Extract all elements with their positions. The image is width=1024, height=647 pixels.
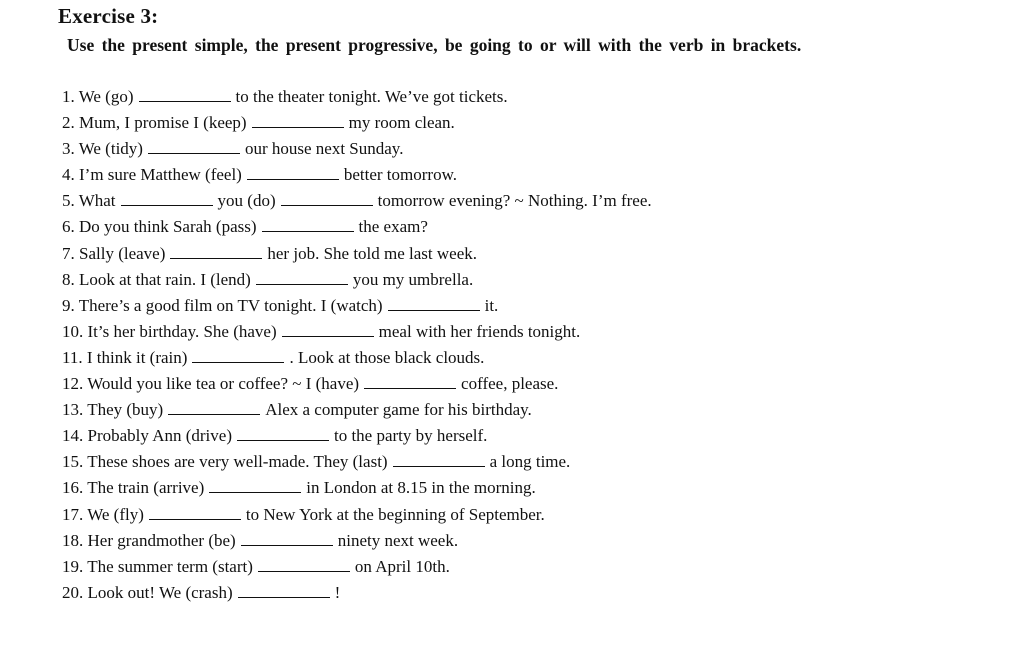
item-text-after: our house next Sunday.	[244, 139, 404, 159]
list-item	[62, 110, 962, 136]
item-text-before: I’m sure Matthew (feel)	[79, 165, 242, 185]
list-item	[62, 423, 962, 449]
list-item	[62, 397, 962, 423]
exercise-instructions: Use the present simple, the present progressive, be going to or will with the verb in brackets.	[67, 35, 802, 55]
item-text-after: to the theater tonight. We’ve got tickets.	[235, 87, 508, 106]
list-item	[62, 580, 962, 606]
exercise-title: Exercise 3:	[58, 4, 159, 28]
item-text-after: tomorrow evening? ~ Nothing. I’m free.	[377, 191, 652, 211]
item-text-after: her job. She told me last week.	[267, 243, 478, 263]
list-item	[62, 162, 962, 188]
item-text-before: Would you like tea or coffee? ~ I (have)	[87, 374, 360, 394]
item-text-before: Probably Ann (drive)	[87, 426, 232, 446]
item-number: 19.	[62, 556, 84, 576]
answer-blank[interactable]	[364, 374, 456, 389]
list-item	[62, 319, 962, 345]
item-number: 8.	[62, 269, 75, 289]
answer-blank[interactable]	[238, 583, 330, 598]
answer-blank[interactable]	[258, 557, 350, 572]
item-text-after: better tomorrow.	[343, 165, 457, 185]
item-text-before: The train (arrive)	[87, 478, 205, 498]
item-text-before: I think it (rain)	[86, 347, 188, 367]
item-text-before: The summer term (start)	[87, 556, 253, 576]
answer-blank[interactable]	[388, 296, 480, 311]
item-text-after: it.	[484, 295, 499, 315]
list-item	[62, 554, 962, 580]
item-number: 14.	[62, 426, 84, 446]
item-text-before: Her grandmother (be)	[87, 530, 236, 550]
item-number: 16.	[62, 478, 84, 498]
list-item	[62, 345, 962, 371]
item-text-after: a long time.	[489, 452, 571, 472]
item-number: 5.	[62, 191, 75, 211]
answer-blank[interactable]	[149, 505, 241, 520]
answer-blank[interactable]	[256, 270, 348, 285]
item-number: 4.	[62, 165, 75, 185]
list-item	[62, 293, 962, 319]
item-text-after: Alex a computer game for his birthday.	[265, 400, 532, 420]
item-text-before: Sally (leave)	[79, 243, 166, 263]
answer-blank[interactable]	[282, 322, 374, 337]
answer-blank[interactable]	[237, 426, 329, 441]
list-item	[62, 371, 962, 397]
answer-blank[interactable]	[393, 452, 485, 467]
list-item	[62, 528, 962, 554]
item-number: 2.	[62, 113, 75, 133]
list-item	[62, 502, 962, 528]
list-item	[62, 214, 962, 240]
item-number: 18.	[62, 530, 84, 550]
item-text-after: !	[334, 582, 341, 602]
item-text-before: These shoes are very well-made. They (last)	[87, 452, 388, 472]
answer-blank[interactable]	[241, 531, 333, 546]
item-text-after: in London at 8.15 in the morning.	[306, 478, 536, 498]
answer-blank[interactable]	[148, 139, 240, 154]
item-text-after: coffee, please.	[461, 374, 559, 394]
item-text-middle: you (do)	[217, 191, 276, 211]
item-number: 17.	[62, 504, 84, 524]
answer-blank[interactable]	[170, 244, 262, 259]
item-text-after: to the party by herself.	[333, 426, 488, 446]
item-number: 1.	[62, 87, 75, 106]
list-item	[62, 241, 962, 267]
item-number: 20.	[62, 582, 84, 602]
list-item	[62, 84, 962, 110]
list-item	[62, 475, 962, 501]
answer-blank[interactable]	[192, 348, 284, 363]
item-text-before: We (tidy)	[78, 139, 143, 159]
exercise-list	[62, 84, 962, 606]
answer-blank[interactable]	[209, 478, 301, 493]
item-number: 7.	[62, 243, 75, 263]
answer-blank[interactable]	[168, 400, 260, 415]
list-item	[62, 188, 962, 214]
item-text-before: There’s a good film on TV tonight. I (watch)	[78, 295, 383, 315]
item-text-before: They (buy)	[87, 400, 164, 420]
item-text-after: on April 10th.	[354, 556, 450, 576]
list-item	[62, 136, 962, 162]
item-text-after: my room clean.	[348, 113, 455, 133]
item-text-before: Mum, I promise I (keep)	[79, 113, 247, 133]
item-text-before: Look out! We (crash)	[87, 582, 233, 602]
answer-blank[interactable]	[139, 87, 231, 102]
item-number: 15.	[62, 452, 84, 472]
item-number: 6.	[62, 217, 75, 237]
item-number: 12.	[62, 374, 84, 394]
list-item	[62, 267, 962, 293]
item-text-after: to New York at the beginning of September.	[245, 504, 545, 524]
answer-blank[interactable]	[252, 113, 344, 128]
item-text-before: Look at that rain. I (lend)	[79, 269, 251, 289]
item-text-after: you my umbrella.	[352, 269, 474, 289]
item-text-before: It’s her birthday. She (have)	[87, 321, 277, 341]
list-item	[62, 449, 962, 475]
answer-blank[interactable]	[121, 191, 213, 206]
item-number: 3.	[62, 139, 75, 159]
item-number: 10.	[62, 321, 84, 341]
item-text-before: We (fly)	[87, 504, 144, 524]
item-text-after: ninety next week.	[337, 530, 459, 550]
answer-blank[interactable]	[262, 217, 354, 232]
item-number: 11.	[62, 347, 83, 367]
item-number: 9.	[62, 295, 75, 315]
item-text-before: What	[78, 191, 116, 211]
item-text-before: We (go)	[78, 87, 134, 106]
item-text-after: . Look at those black clouds.	[289, 347, 485, 367]
answer-blank[interactable]	[247, 165, 339, 180]
item-text-after: meal with her friends tonight.	[378, 321, 581, 341]
item-text-after: the exam?	[358, 217, 428, 237]
item-text-before: Do you think Sarah (pass)	[79, 217, 257, 237]
item-number: 13.	[62, 400, 84, 420]
answer-blank[interactable]	[281, 191, 373, 206]
